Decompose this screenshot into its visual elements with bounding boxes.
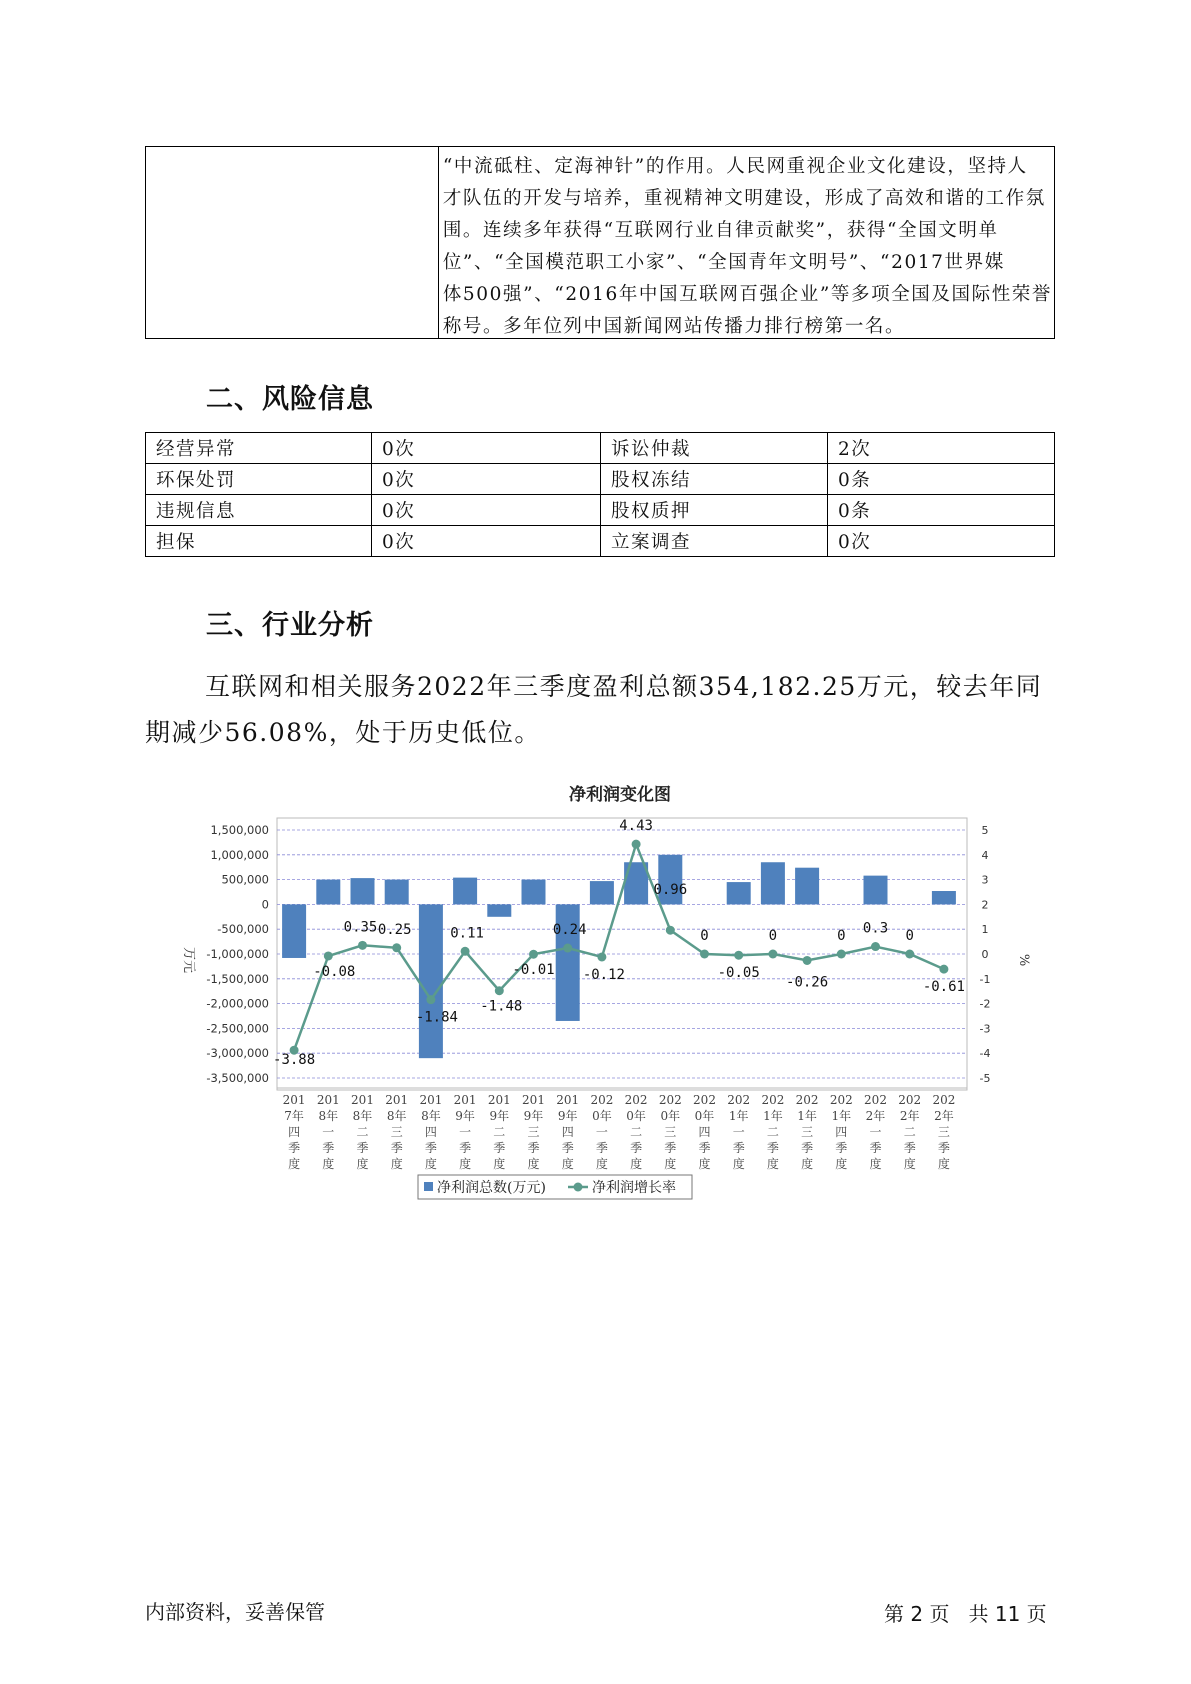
bar [282, 904, 306, 958]
intro-line: 才队伍的开发与培养，重视精神文明建设，形成了高效和谐的工作氛 [442, 188, 1046, 209]
y-tick-label: 0 [261, 897, 269, 912]
footer-page-number: 第 2 页 共 11 页 [884, 1602, 1047, 1626]
y-tick-label: -1,000,000 [206, 947, 269, 961]
risk-label: 股权冻结 [601, 464, 828, 495]
section-risk-heading: 二、风险信息 [206, 384, 374, 415]
x-tick-label: 202 0年三季度 [658, 1093, 682, 1171]
x-tick-label: 202 1年四季度 [829, 1093, 853, 1171]
growth-rate-point [392, 943, 401, 952]
point-label: 0 [905, 928, 914, 944]
risk-label: 立案调查 [601, 526, 828, 557]
intro-table [145, 146, 1055, 339]
point-label: -0.26 [786, 974, 829, 991]
y-tick-label: -3,000,000 [206, 1046, 269, 1061]
point-label: 0.3 [862, 920, 889, 937]
x-tick-label: 202 2年一季度 [864, 1093, 887, 1171]
point-label: 0.35 [343, 919, 378, 936]
bar [453, 878, 477, 905]
bar [487, 904, 511, 916]
point-label: 0.24 [552, 922, 587, 939]
point-label: -3.88 [273, 1052, 316, 1069]
x-tick-label: 202 0年四季度 [693, 1093, 716, 1171]
section-industry-heading: 三、行业分析 [206, 610, 374, 641]
point-label: 0 [837, 928, 846, 944]
growth-rate-point [324, 951, 333, 960]
y2-tick-label: -4 [979, 1047, 991, 1061]
x-tick-label: 202 1年二季度 [761, 1093, 785, 1171]
risk-table [145, 432, 1055, 557]
point-label: 0 [700, 928, 709, 944]
x-tick-label: 201 7年四季度 [282, 1093, 306, 1171]
x-tick-label: 201 9年三季度 [522, 1093, 545, 1171]
y-tick-label: -1,500,000 [206, 971, 269, 986]
bar [761, 862, 785, 904]
x-tick-label: 201 8年二季度 [351, 1093, 374, 1171]
intro-line: 围。连续多年获得“互联网行业自律贡献奖”，获得“全国文明单 [442, 220, 999, 241]
growth-rate-point [358, 941, 367, 950]
risk-value: 0次 [372, 526, 601, 557]
y2-tick-label: 4 [981, 848, 989, 862]
growth-rate-point [529, 950, 538, 959]
risk-value: 0条 [828, 464, 1055, 495]
y2-tick-label: -3 [979, 1022, 991, 1036]
risk-label: 诉讼仲裁 [601, 433, 828, 464]
bar [727, 882, 751, 904]
x-tick-label: 201 9年四季度 [556, 1093, 580, 1171]
x-tick-label: 202 2年二季度 [898, 1093, 922, 1171]
y-tick-label: 1,000,000 [210, 847, 269, 862]
risk-value: 0次 [372, 495, 601, 526]
y-axis-title: 万元 [181, 946, 196, 974]
point-label: -0.05 [717, 965, 760, 982]
risk-label: 股权质押 [601, 495, 828, 526]
paragraph-line: 互联网和相关服务2022年三季度盈利总额354,182.25万元，较去年同 [205, 672, 1043, 701]
bar [795, 868, 819, 905]
y2-tick-label: 0 [981, 948, 989, 961]
risk-value: 0条 [828, 495, 1055, 526]
point-label: 4.43 [619, 818, 653, 835]
legend-bar-swatch [424, 1182, 433, 1191]
y-tick-label: -2,000,000 [206, 996, 269, 1011]
net-profit-chart [170, 770, 1050, 1240]
x-tick-label: 201 8年三季度 [385, 1093, 409, 1171]
point-label: 0.96 [653, 882, 688, 899]
x-tick-label: 201 9年一季度 [453, 1093, 477, 1171]
intro-line: “中流砥柱、定海神针”的作用。人民网重视企业文化建设，坚持人 [442, 156, 1028, 177]
bar [864, 876, 888, 905]
growth-rate-point [495, 986, 504, 995]
growth-rate-line [294, 844, 944, 1050]
bar [932, 891, 956, 904]
legend-line-marker [574, 1183, 583, 1192]
x-tick-label: 202 1年三季度 [795, 1093, 819, 1171]
y2-tick-label: -2 [979, 997, 991, 1011]
x-tick-label: 202 0年二季度 [624, 1093, 648, 1171]
point-label: -0.61 [922, 979, 965, 996]
y2-tick-label: 2 [981, 898, 989, 912]
risk-label: 经营异常 [146, 433, 372, 464]
growth-rate-point [426, 995, 435, 1004]
point-label: -0.01 [512, 962, 555, 979]
point-label: 0.11 [450, 925, 484, 942]
intro-line: 体500强”、“2016年中国互联网百强企业”等多项全国及国际性荣誉 [442, 284, 1052, 305]
y2-tick-label: -1 [979, 972, 991, 986]
risk-value: 0次 [828, 526, 1055, 557]
growth-rate-point [597, 952, 606, 961]
x-tick-label: 201 9年二季度 [487, 1093, 511, 1171]
y2-axis-title: % [1016, 953, 1031, 967]
intro-table-left-cell [146, 147, 439, 338]
intro-table-right-cell [439, 147, 1054, 338]
point-label: 0.25 [377, 921, 412, 938]
risk-value: 0次 [372, 464, 601, 495]
table-row [146, 433, 1055, 464]
y2-tick-label: 5 [981, 824, 989, 837]
y-tick-label: 500,000 [221, 872, 269, 887]
x-tick-label: 201 8年四季度 [419, 1093, 443, 1171]
intro-line: 位”、“全国模范职工小家”、“全国青年文明号”、“2017世界媒 [442, 252, 1005, 273]
bar [590, 881, 614, 904]
growth-rate-point [803, 956, 812, 965]
growth-rate-point [939, 965, 948, 974]
table-row [146, 526, 1055, 557]
intro-line: 称号。多年位列中国新闻网站传播力排行榜第一名。 [442, 316, 906, 337]
growth-rate-point [905, 950, 914, 959]
point-label: -1.48 [480, 998, 523, 1015]
growth-rate-point [768, 950, 777, 959]
growth-rate-point [461, 947, 470, 956]
footer-confidential: 内部资料，妥善保管 [145, 1600, 325, 1624]
y2-tick-label: 1 [981, 923, 989, 937]
y-tick-label: -3,500,000 [206, 1071, 269, 1085]
table-row [146, 495, 1055, 526]
legend-bar-label: 净利润总数(万元) [437, 1180, 546, 1196]
y-tick-label: 1,500,000 [210, 823, 269, 837]
growth-rate-point [700, 950, 709, 959]
y2-tick-label: -5 [979, 1072, 991, 1085]
y-tick-label: -2,500,000 [206, 1021, 269, 1036]
risk-value: 0次 [372, 433, 601, 464]
bar [522, 880, 546, 905]
legend-line-label: 净利润增长率 [592, 1180, 676, 1196]
y2-tick-label: 3 [981, 873, 989, 887]
bar [351, 878, 375, 904]
y-tick-label: -500,000 [217, 922, 269, 937]
risk-label: 违规信息 [146, 495, 372, 526]
bar [419, 904, 443, 1058]
risk-label: 担保 [146, 526, 372, 557]
x-tick-label: 202 1年一季度 [727, 1093, 751, 1171]
point-label: 0 [768, 928, 778, 944]
risk-value: 2次 [828, 433, 1055, 464]
point-label: -1.84 [415, 1009, 458, 1026]
x-tick-label: 202 2年三季度 [932, 1093, 956, 1171]
point-label: -0.12 [582, 966, 625, 983]
risk-label: 环保处罚 [146, 464, 372, 495]
growth-rate-point [734, 951, 743, 960]
point-label: -0.08 [313, 963, 356, 980]
growth-rate-point [563, 944, 572, 953]
paragraph-line: 期减少56.08%，处于历史低位。 [145, 718, 541, 747]
chart-title: 净利润变化图 [569, 785, 671, 805]
bar [385, 880, 409, 905]
x-tick-label: 202 0年一季度 [590, 1093, 614, 1171]
x-tick-label: 201 8年一季度 [316, 1093, 340, 1171]
industry-paragraph [145, 664, 1057, 756]
table-row [146, 464, 1055, 495]
growth-rate-point [837, 950, 846, 959]
bar [316, 880, 340, 905]
growth-rate-point [666, 926, 675, 935]
growth-rate-point [871, 942, 880, 951]
growth-rate-point [632, 840, 641, 849]
